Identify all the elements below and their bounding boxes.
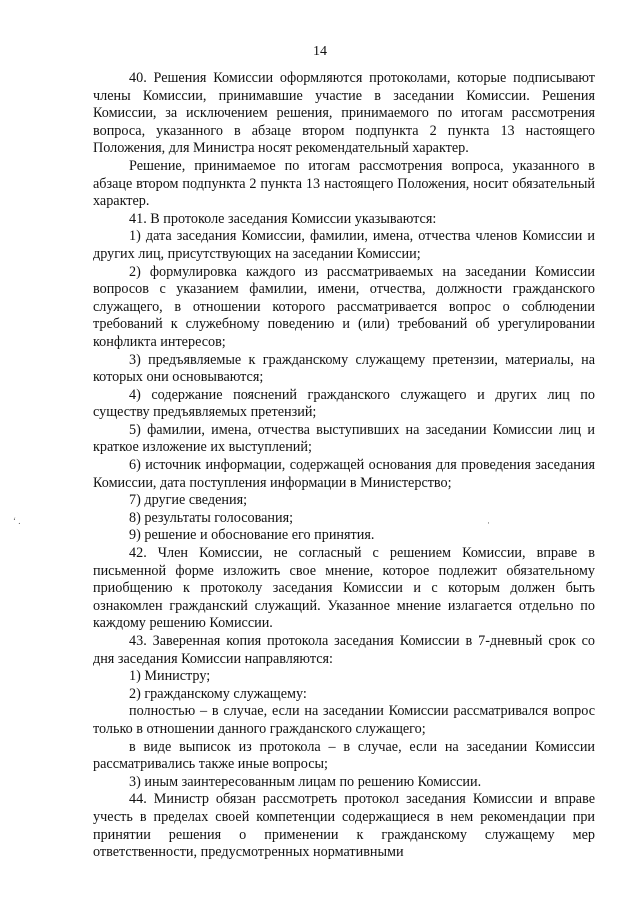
paragraph-40-binding-decision: Решение, принимаемое по итогам рассмотрения вопроса, указанного в абзаце втором подпункта 2 пункта 13 настоящего Положения, носит обязательный характер. <box>93 157 595 210</box>
paragraph-41-intro: 41. В протоколе заседания Комиссии указываются: <box>129 210 437 227</box>
list-item-41-6: 6) источник информации, содержащей основания для проведения заседания Комиссии, дата поступления информации в Министерство; <box>93 457 595 491</box>
list-item-43-2-full: полностью – в случае, если на заседании Комиссии рассматривался вопрос только в отношении данного гражданского служащего; <box>93 703 595 737</box>
paragraph-42: 42. Член Комиссии, не согласный с решением Комиссии, вправе в письменной форме изложить свое мнение, которое подлежит обязательному приобщению к протоколу заседания Комиссии и с которым должен быть ознакомлен гражданский служащий. Указанное мнение излагается отдельно по каждому решению Комиссии. <box>93 545 595 632</box>
list-item-41-2: 2) формулировка каждого из рассматриваемых на заседании Комиссии вопросов с указанием фамилии, имени, отчества, должности гражданского служащего, в отношении которого рассматривается вопрос о соблюдении требований к служебному поведению и (или) требований об урегулировании конфликта интересов; <box>93 263 595 350</box>
list-item-43-2-extract: в виде выписок из протокола – в случае, если на заседании Комиссии рассматривались также иные вопросы; <box>93 738 595 773</box>
paragraph-44: 44. Министр обязан рассмотреть протокол заседания Комиссии и вправе учесть в пределах своей компетенции содержащиеся в нем рекомендации при принятии решения о применении к гражданскому служащему мер ответственности, предусмотренных нормативными <box>93 791 595 861</box>
scan-speck: ‘ . <box>13 516 21 526</box>
paragraph-43-intro: 43. Заверенная копия протокола заседания Комиссии в 7-дневный срок со дня заседания Комиссии направляются: <box>93 633 595 667</box>
list-item-43-2: 2) гражданскому служащему: <box>129 685 307 702</box>
page-number: 14 <box>313 44 327 59</box>
list-item-41-1: 1) дата заседания Комиссии, фамилии, имена, отчества членов Комиссии и других лиц, присутствующих на заседании Комиссии; <box>93 228 595 262</box>
list-item-41-8: 8) результаты голосования; <box>129 509 294 526</box>
paragraph-40: 40. Решения Комиссии оформляются протоколами, которые подписывают члены Комиссии, принимавшие участие в заседании Комиссии. Решения Комиссии, за исключением решения, принимаемого по итогам рассмотрения вопроса, указанного в абзаце втором подпункта 2 пункта 13 настоящего Положения, для Министра носят рекомендательный характер. <box>93 70 595 157</box>
list-item-43-3: 3) иным заинтересованным лицам по решению Комиссии. <box>129 773 482 790</box>
list-item-41-5: 5) фамилии, имена, отчества выступивших на заседании Комиссии лиц и краткое изложение их выступлений; <box>93 421 595 456</box>
list-item-41-9: 9) решение и обоснование его принятия. <box>129 527 375 544</box>
scan-speck: · <box>487 518 490 528</box>
list-item-41-4: 4) содержание пояснений гражданского служащего и других лиц по существу предъявляемых претензий; <box>93 386 595 421</box>
list-item-41-3: 3) предъявляемые к гражданскому служащему претензии, материалы, на которых они основываются; <box>93 351 595 386</box>
list-item-43-1: 1) Министру; <box>129 668 211 685</box>
document-body <box>93 70 595 862</box>
list-item-41-7: 7) другие сведения; <box>129 492 248 509</box>
